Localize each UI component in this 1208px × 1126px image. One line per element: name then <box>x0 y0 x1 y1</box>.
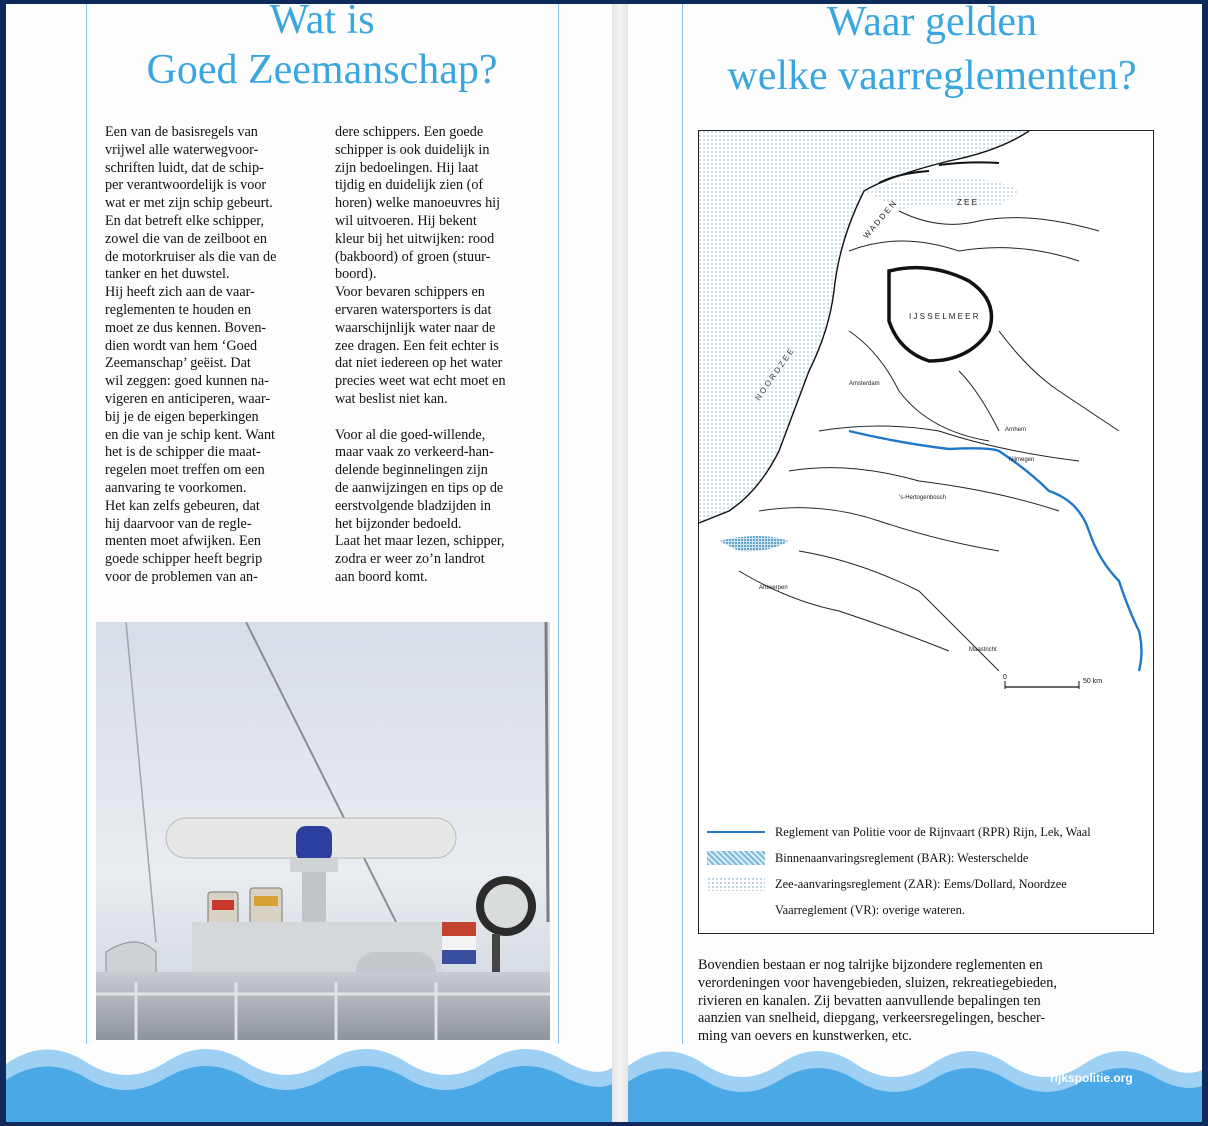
rhine-river-line <box>849 431 1142 671</box>
svg-text:Nijmegen: Nijmegen <box>1009 457 1035 463</box>
legend-zar: Zee-aanvaringsreglement (ZAR): Eems/Dollard, Noordzee <box>775 877 1067 891</box>
legend-swatch-rpr <box>707 831 765 833</box>
scale-start-label: 0 <box>1003 674 1007 681</box>
legend-rpr: Reglement van Politie voor de Rijnvaart (RPR) Rijn, Lek, Waal <box>775 825 1091 839</box>
svg-text:Arnhem: Arnhem <box>1005 427 1027 433</box>
left-text-column-1: Een van de basisregels van vrijwel alle waterwegvoor- schriften luidt, dat de schip- per verantwoordelijk is voor wat er met zijn schip gebeurt. En dat betreft elke schipper, zowel die van de zeilboot en de motorkruiser als die van de tanker en het duwstel. Hij heeft zich aan de vaar- reglementen te houden en moet ze dus kennen. Boven- dien wordt van hem ‘Goed Zeemanschap’ geëist. Dat wil zeggen: goed kunnen na- vigeren en anticiperen, waar- bij je de eigen beperkingen en die van je schip kent. Want het is de schipper die maat- regelen moet treffen om een aanvaring te voorkomen. Het kan zelfs gebeuren, dat hij daarvoor van de regle- menten moet afwijken. Een goede schipper heeft begrip voor de problemen van an- <box>105 124 277 585</box>
westerschelde-area <box>719 536 789 551</box>
svg-text:’s-Hertogenbosch: ’s-Hertogenbosch <box>899 495 946 501</box>
svg-text:Amsterdam: Amsterdam <box>849 381 880 387</box>
page-gutter <box>612 4 628 1122</box>
left-title-line2: Goed Zeemanschap? <box>146 47 498 93</box>
legend-bar: Binnenaanvaringsreglement (BAR): Westerschelde <box>775 851 1029 865</box>
left-text-column-2: dere schippers. Een goede schipper is ook duidelijk in zijn bedoelingen. Hij laat tijdig en duidelijk zien (of horen) welke manoeuvres hij wil uitvoeren. Hij bekent kleur bij het uitwijken: rood (bakboord) of groen (stuur- boord). Voor bevaren schippers en ervaren watersporters is dat waarschijnlijk water naar de zee dragen. Een feit echter is dat niet iedereen op het water precies weet wat echt moet en wat beslist niet kan. Voor al die goed-willende, maar vaak zo verkeerd-han- delende beginnelingen zijn de aanwijzingen en tips op de eerstvolgende bladzijden in het bijzonder bedoeld. Laat het maar lezen, schipper, zodra er weer zo’n landrot aan boord komt. <box>335 124 506 585</box>
map-drawing <box>699 131 1153 691</box>
right-page-margin-rule <box>682 4 683 1044</box>
right-title-line2: welke vaarreglementen? <box>727 53 1137 99</box>
left-wave-decoration <box>6 1044 612 1122</box>
boat-radar-illustration <box>96 622 550 1040</box>
brochure-spread <box>6 4 1202 1122</box>
svg-text:W A D D E N: W A D D E N <box>861 199 898 241</box>
svg-text:Antwerpen: Antwerpen <box>759 585 788 591</box>
right-title-line1: Waar gelden <box>827 4 1037 45</box>
legend-swatch-bar <box>707 851 765 865</box>
source-credit: rijkspolitie.org <box>1050 1071 1133 1085</box>
scale-end-label: 50 km <box>1083 678 1103 685</box>
right-page <box>628 4 1202 1122</box>
legend-vr: Vaarreglement (VR): overige wateren. <box>775 903 965 917</box>
legend-swatch-zar <box>707 877 765 891</box>
svg-text:Maastricht: Maastricht <box>969 647 997 653</box>
left-title-line1: Wat is <box>269 4 375 43</box>
boat-radar-photo <box>96 622 550 1040</box>
right-bottom-paragraph: Bovendien bestaan er nog talrijke bijzondere reglementen en verordeningen voor havengebieden, sluizen, rekreatiegebieden, rivieren en kanalen. Zij bevatten aanvullende bepalingen ten aanzien van snelheid, diepgang, verkeersregelingen, bescher- ming van oevers en kunstwerken, etc. <box>698 957 1057 1045</box>
left-page <box>6 4 612 1122</box>
svg-text:N O O R D Z E E: N O O R D Z E E <box>753 347 796 403</box>
svg-text:Z E E: Z E E <box>957 198 978 207</box>
svg-text:I J S S E L M E E R: I J S S E L M E E R <box>909 312 979 321</box>
netherlands-waterways-map <box>698 130 1154 934</box>
left-page-margin-rule <box>86 4 87 1044</box>
